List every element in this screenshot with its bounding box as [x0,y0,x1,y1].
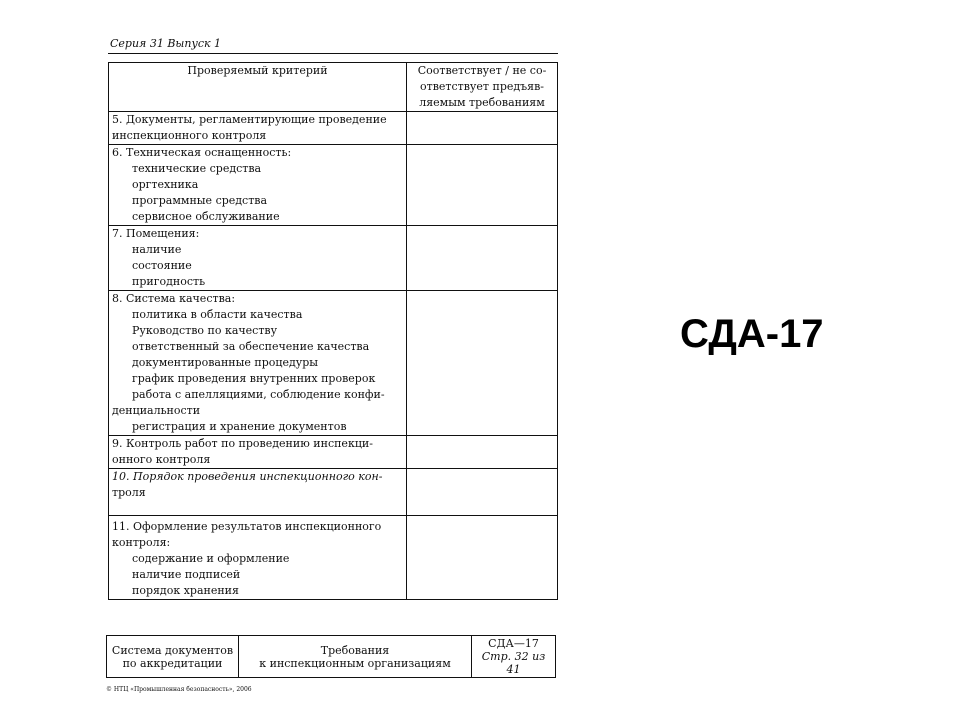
compliance-cell [407,469,558,516]
slide-label: СДА-17 [680,312,824,356]
compliance-cell [407,516,558,600]
compliance-cell [407,112,558,145]
criteria-table [108,62,558,600]
criterion-column-header: Проверяемый критерий [109,63,407,112]
series-label: Серия 31 Выпуск 1 [110,37,222,50]
criterion-cell: 10. Порядок проведения инспекционного кон- троля [109,469,407,516]
criterion-cell: 6. Техническая оснащенность: технические средства оргтехника программные средства сервисное обслуживание [109,145,407,226]
compliance-cell [407,291,558,436]
table-header-row [109,63,558,112]
compliance-column-header: Соответствует / не со- ответствует предъяв- ляемым требованиям [407,63,558,112]
table-row [109,112,558,145]
table-row [109,291,558,436]
table-row [109,226,558,291]
footer-system-cell: Система документов по аккредитации [107,636,239,678]
header-rule [108,53,558,54]
compliance-cell [407,226,558,291]
table-row [109,516,558,600]
criterion-cell: 5. Документы, регламентирующие проведение инспекционного контроля [109,112,407,145]
table-row [109,469,558,516]
criterion-cell: 7. Помещения: наличие состояние пригодность [109,226,407,291]
criterion-cell: 11. Оформление результатов инспекционного контроля: содержание и оформление наличие подписей порядок хранения [109,516,407,600]
footer-code-cell: СДА—17 Стр. 32 из 41 [472,636,556,678]
table-row [109,145,558,226]
footer-requirements-cell: Требования к инспекционным организациям [239,636,472,678]
compliance-cell [407,436,558,469]
table-row [109,436,558,469]
copyright-note: © НТЦ «Промышленная безопасность», 2006 [106,686,252,693]
compliance-cell [407,145,558,226]
criterion-cell: 9. Контроль работ по проведению инспекци- онного контроля [109,436,407,469]
criterion-cell: 8. Система качества: политика в области качества Руководство по качеству ответственный за обеспечение качества документированные процедуры график проведения внутренних проверок работа с апелляциями, соблюдение конфи- денциальности регистрация и хранение документов [109,291,407,436]
document-footer [106,635,556,678]
